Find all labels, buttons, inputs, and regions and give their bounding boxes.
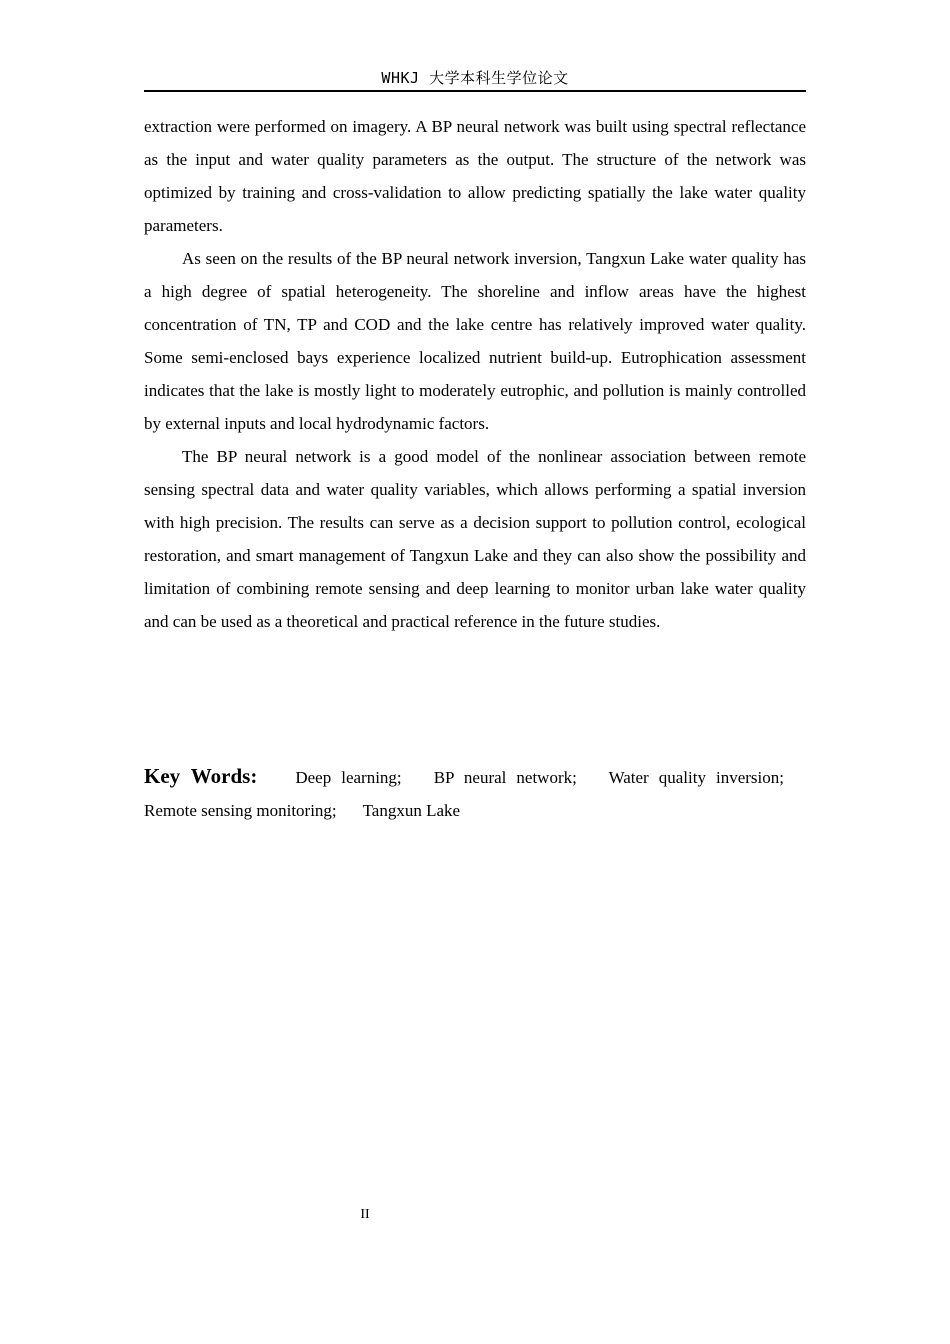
keyword-item: BP neural network;: [433, 768, 577, 787]
abstract-paragraph-2: As seen on the results of the BP neural network inversion, Tangxun Lake water quality has a high degree of spatial heterogeneity. The shoreline and inflow areas have the highest concentration of TN, TP and COD and the lake centre has relatively improved water quality. Some semi-enclosed bays experience localized nutrient build-up. Eutrophication assessment indicates that the lake is mostly light to moderately eutrophic, and pollution is mainly controlled by external inputs and local hydrodynamic factors.: [144, 249, 806, 433]
abstract-paragraph-1: extraction were performed on imagery. A BP neural network was built using spectral reflectance as the input and water quality parameters as the output. The structure of the network was optimized by training and cross-validation to allow predicting spatially the lake water quality parameters.: [144, 117, 806, 235]
abstract-body: [144, 110, 806, 638]
keywords-label: Key Words:: [144, 764, 258, 788]
keyword-item: Deep learning;: [295, 768, 402, 787]
page-number: II: [360, 1207, 370, 1222]
keyword-item: Remote sensing monitoring;: [144, 801, 337, 820]
keyword-item: Tangxun Lake: [362, 801, 461, 820]
abstract-paragraph-3: The BP neural network is a good model of the nonlinear association between remote sensing spectral data and water quality variables, which allows performing a spatial inversion with high precision. The results can serve as a decision support to pollution control, ecological restoration, and smart management of Tangxun Lake and they can also show the possibility and limitation of combining remote sensing and deep learning to monitor urban lake water quality and can be used as a theoretical and practical reference in the future studies.: [144, 447, 806, 631]
keywords-section: [144, 760, 806, 827]
keyword-item: Water quality inversion;: [608, 768, 784, 787]
running-header: WHKJ 大学本科生学位论文: [144, 66, 806, 92]
